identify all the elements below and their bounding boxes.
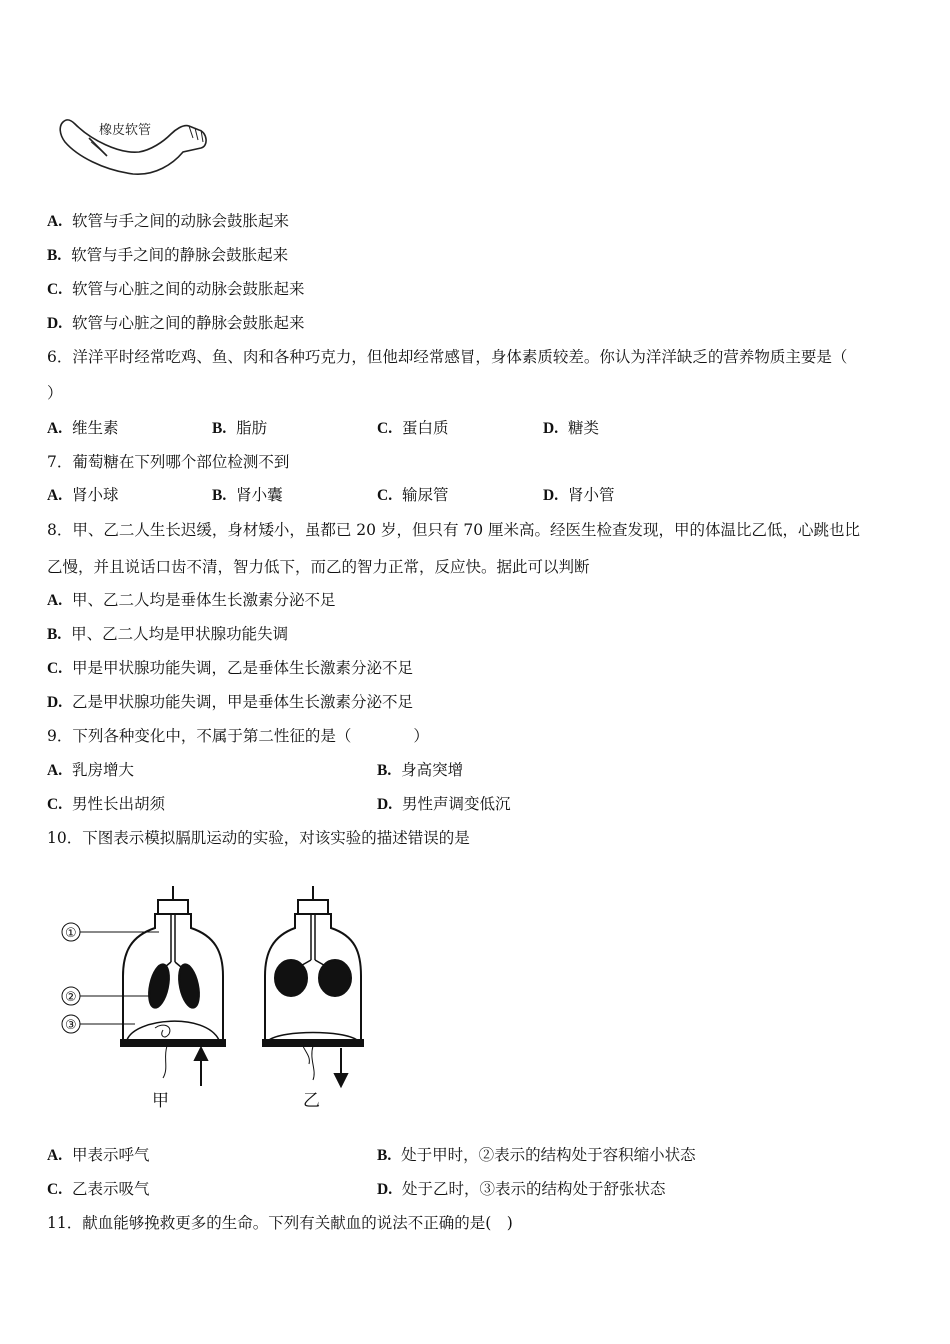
caption-yi: 乙 — [303, 1091, 320, 1111]
bell-jar-right — [263, 886, 363, 1086]
marker-2: ② — [65, 990, 77, 1005]
q8-stem: 8．甲、乙二人生长迟缓，身材矮小，虽都已 20 岁，但只有 70 厘米高。经医生检查发现，甲的体温比乙低，心跳也比 — [47, 521, 861, 539]
q8-option-a: A. 甲、乙二人均是垂体生长激素分泌不足 — [47, 591, 336, 609]
q9-option-b: B. 身高突增 — [377, 761, 464, 779]
q6-option-b: B. 脂肪 — [212, 419, 268, 437]
q8-stem-cont: 乙慢，并且说话口齿不清，智力低下，而乙的智力正常，反应快。据此可以判断 — [47, 558, 590, 576]
q7-option-d: D. 肾小管 — [543, 486, 615, 504]
q7-option-c: C. 输尿管 — [377, 486, 449, 504]
q6-option-a: A. 维生素 — [47, 419, 119, 437]
diaphragm-model-figure — [55, 880, 375, 1115]
marker-1: ① — [65, 926, 77, 941]
q10-option-d: D. 处于乙时，③表示的结构处于舒张状态 — [377, 1180, 666, 1198]
q5-option-a: A. 软管与手之间的动脉会鼓胀起来 — [47, 212, 289, 230]
q7-option-b: B. 肾小囊 — [212, 486, 283, 504]
q6-option-c: C. 蛋白质 — [377, 419, 449, 437]
q11-stem: 11．献血能够挽救更多的生命。下列有关献血的说法不正确的是( ) — [47, 1214, 513, 1232]
bell-jar-left — [121, 886, 225, 1086]
q10-stem: 10．下图表示模拟膈肌运动的实验，对该实验的描述错误的是 — [47, 829, 470, 847]
q5-option-b: B. 软管与手之间的静脉会鼓胀起来 — [47, 246, 289, 264]
q7-option-a: A. 肾小球 — [47, 486, 119, 504]
q8-option-c: C. 甲是甲状腺功能失调，乙是垂体生长激素分泌不足 — [47, 659, 413, 677]
q8-option-b: B. 甲、乙二人均是甲状腺功能失调 — [47, 625, 289, 643]
q8-option-d: D. 乙是甲状腺功能失调，甲是垂体生长激素分泌不足 — [47, 693, 413, 711]
q9-option-d: D. 男性声调变低沉 — [377, 795, 511, 813]
q5-option-c: C. 软管与心脏之间的动脉会鼓胀起来 — [47, 280, 305, 298]
q6-stem: 6．洋洋平时经常吃鸡、鱼、肉和各种巧克力，但他却经常感冒，身体素质较差。你认为洋洋缺乏的营养物质主要是（ — [47, 348, 848, 366]
marker-3: ③ — [65, 1018, 77, 1033]
q5-option-d: D. 软管与心脏之间的静脉会鼓胀起来 — [47, 314, 305, 332]
q10-option-a: A. 甲表示呼气 — [47, 1146, 150, 1164]
q9-stem: 9．下列各种变化中，不属于第二性征的是（ ） — [47, 727, 429, 745]
q9-option-a: A. 乳房增大 — [47, 761, 134, 779]
q7-stem: 7．葡萄糖在下列哪个部位检测不到 — [47, 453, 290, 471]
q10-option-b: B. 处于甲时，②表示的结构处于容积缩小状态 — [377, 1146, 696, 1164]
q6-stem-cont: ） — [47, 384, 63, 402]
hose-label: 橡皮软管 — [99, 123, 152, 138]
q6-option-d: D. 糖类 — [543, 419, 599, 437]
caption-jia: 甲 — [152, 1091, 169, 1111]
q10-option-c: C. 乙表示吸气 — [47, 1180, 150, 1198]
q9-option-c: C. 男性长出胡须 — [47, 795, 165, 813]
arm-hose-figure — [55, 112, 215, 180]
